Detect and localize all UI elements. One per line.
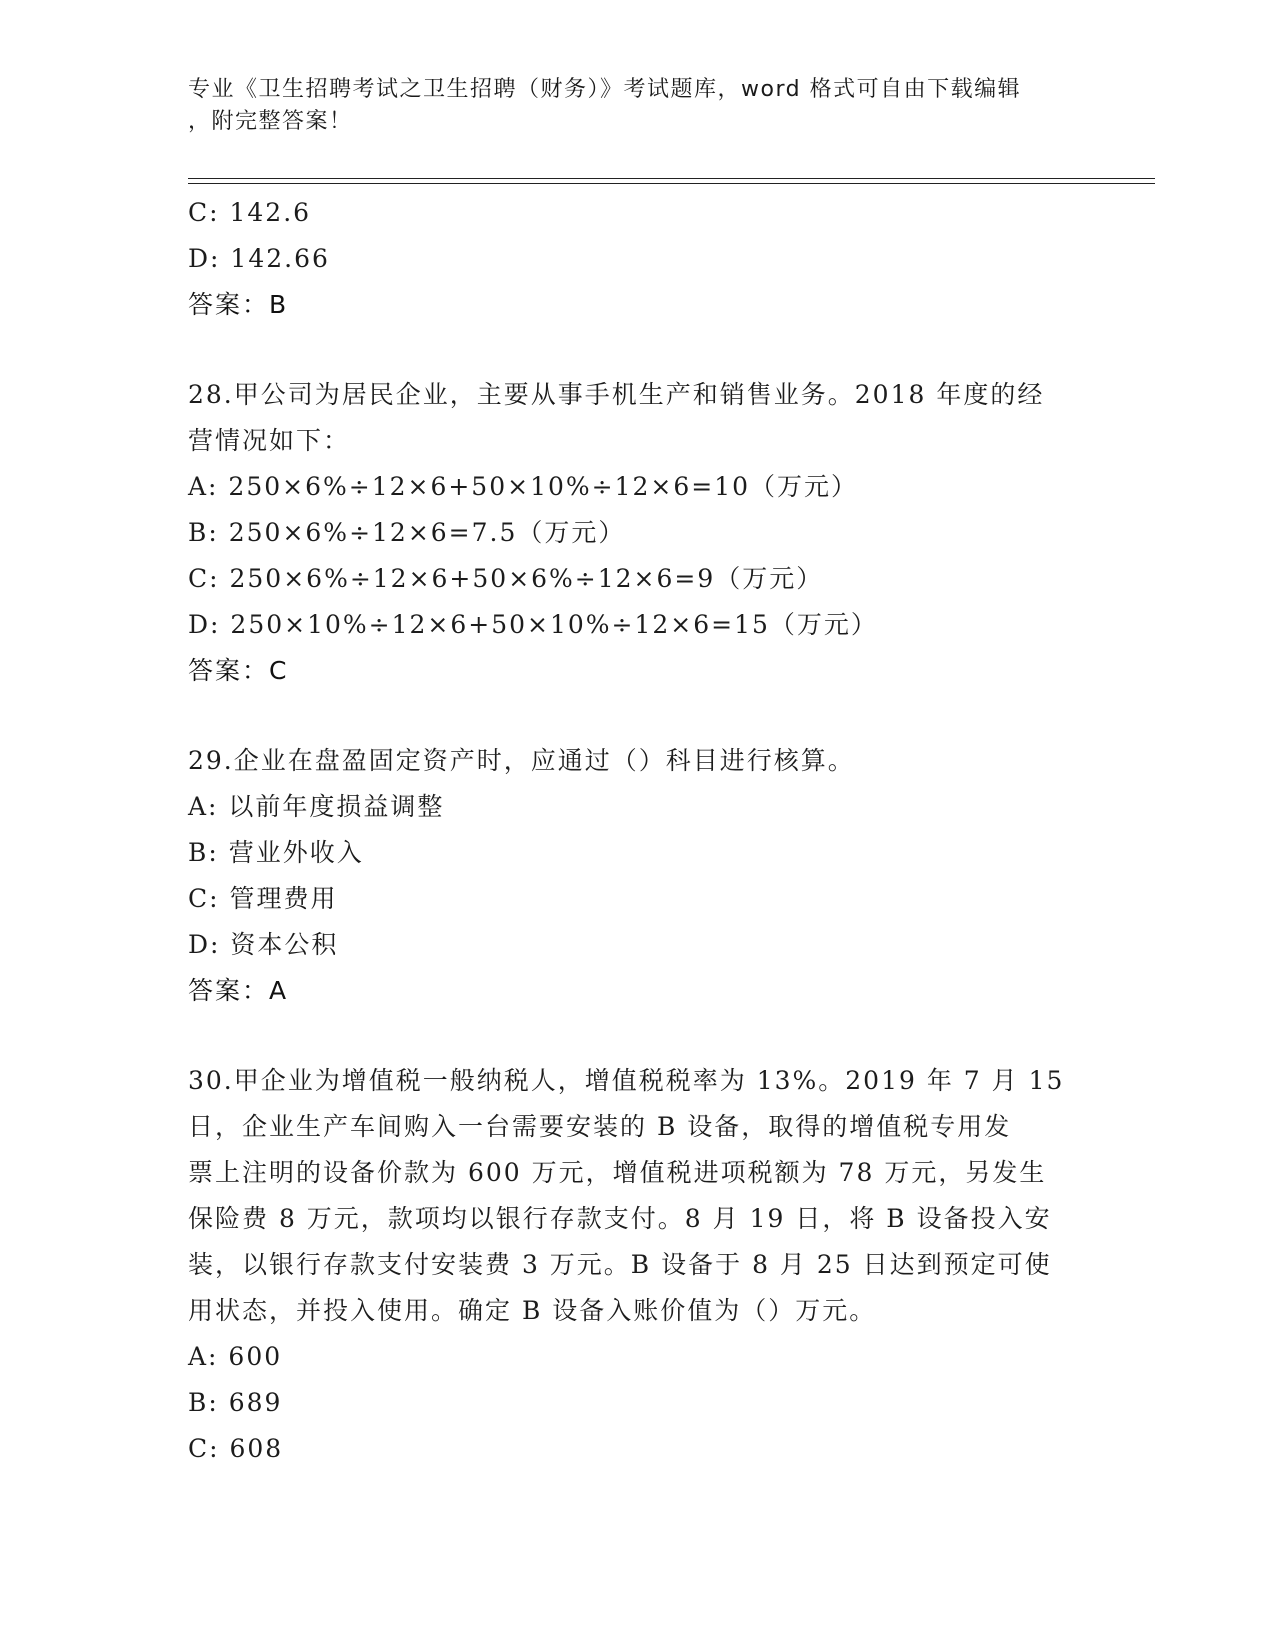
q30-option-c: C: 608: [188, 1434, 284, 1463]
q29-option-b: B: 营业外收入: [188, 838, 364, 867]
q28-option-c: C: 250×6%÷12×6+50×6%÷12×6=9（万元）: [188, 564, 824, 593]
q29-option-a: A: 以前年度损益调整: [188, 792, 445, 821]
q28-option-d: D: 250×10%÷12×6+50×10%÷12×6=15（万元）: [188, 610, 878, 639]
question-content: [188, 190, 1088, 1472]
q30-question-line-1: 30.甲企业为增值税一般纳税人，增值税税率为 13%。2019 年 7 月 15: [188, 1066, 1065, 1095]
q30-option-a: A: 600: [188, 1342, 283, 1371]
spacer: [188, 694, 1088, 738]
q30-question-line-5: 装，以银行存款支付安装费 3 万元。B 设备于 8 月 25 日达到预定可使: [188, 1250, 1052, 1279]
q29-option-c: C: 管理费用: [188, 884, 338, 913]
header-divider-top: [188, 178, 1155, 179]
q28-question-line-1: 28.甲公司为居民企业，主要从事手机生产和销售业务。2018 年度的经: [188, 380, 1045, 409]
spacer: [188, 1014, 1088, 1058]
q30-question-line-2: 日，企业生产车间购入一台需要安装的 B 设备，取得的增值税专用发: [188, 1112, 1012, 1141]
spacer: [188, 328, 1088, 372]
q30-question-line-4: 保险费 8 万元，款项均以银行存款支付。8 月 19 日，将 B 设备投入安: [188, 1204, 1052, 1233]
header-divider-bottom: [188, 183, 1155, 184]
q29-answer: 答案：A: [188, 976, 289, 1005]
q27-answer: 答案：B: [188, 290, 289, 319]
q27-option-c: C: 142.6: [188, 198, 312, 227]
q28-option-a: A: 250×6%÷12×6+50×10%÷12×6=10（万元）: [188, 472, 859, 501]
q28-question-line-2: 营情况如下：: [188, 426, 351, 455]
q30-question-line-6: 用状态，并投入使用。确定 B 设备入账价值为（）万元。: [188, 1296, 877, 1325]
document-header: 专业《卫生招聘考试之卫生招聘（财务）》考试题库，word 格式可自由下载编辑 ，附完整答案！: [188, 77, 1022, 134]
q29-question: 29.企业在盘盈固定资产时，应通过（）科目进行核算。: [188, 746, 855, 775]
q28-option-b: B: 250×6%÷12×6=7.5（万元）: [188, 518, 626, 547]
q30-question-line-3: 票上注明的设备价款为 600 万元，增值税进项税额为 78 万元，另发生: [188, 1158, 1047, 1187]
q29-option-d: D: 资本公积: [188, 930, 339, 959]
q28-answer: 答案：C: [188, 656, 289, 685]
q27-option-d: D: 142.66: [188, 244, 330, 273]
q30-option-b: B: 689: [188, 1388, 283, 1417]
